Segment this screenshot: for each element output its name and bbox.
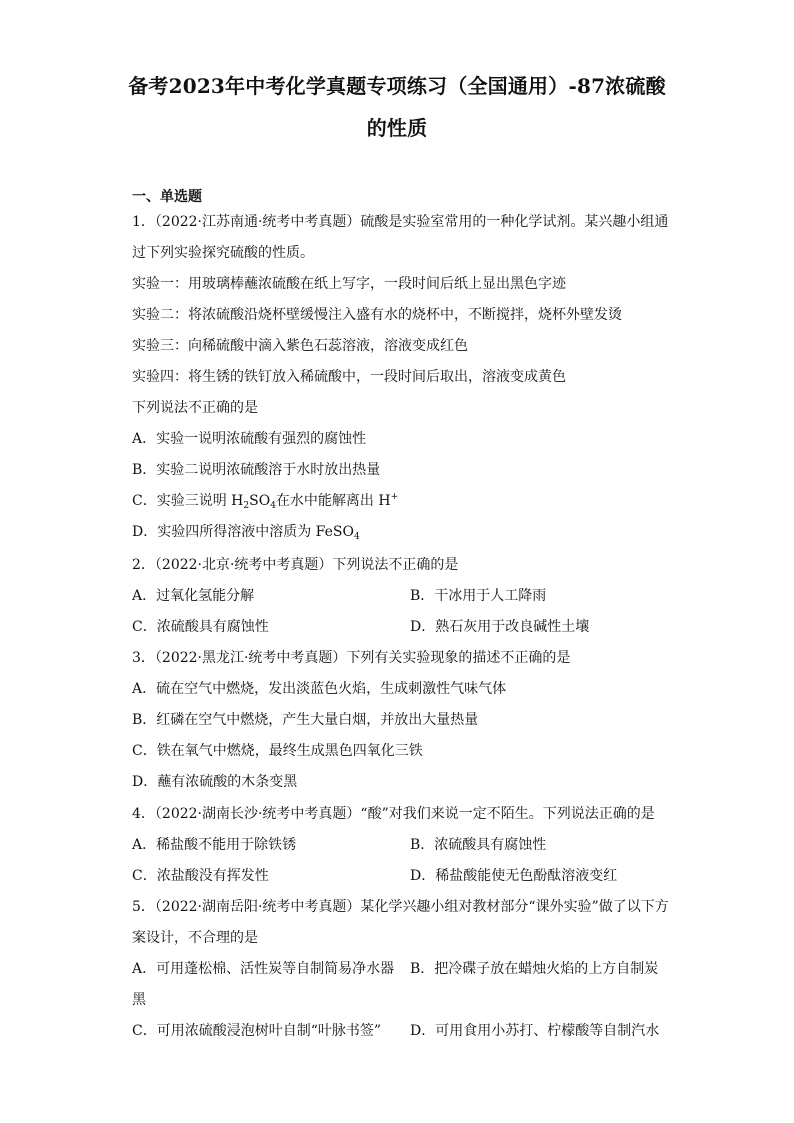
question-1-experiment-3: 实验三：向稀硫酸中滴入紫色石蕊溶液，溶液变成红色 [132, 338, 468, 354]
question-1-option-c[interactable] [132, 492, 398, 510]
question-1-stem-line-1: 1．（2022·江苏南通·统考中考真题）硫酸是实验室常用的一种化学试剂。某兴趣小组通 [132, 214, 669, 230]
question-1-experiment-1: 实验一：用玻璃棒蘸浓硫酸在纸上写字，一段时间后纸上显出黑色字迹 [132, 276, 566, 292]
question-5-stem-line-2: 案设计，不合理的是 [132, 930, 258, 946]
subscript: 4 [270, 501, 276, 511]
question-1-option-b[interactable]: B．实验二说明浓硫酸溶于水时放出热量 [132, 462, 381, 478]
question-3-stem: 3．（2022·黑龙江·统考中考真题）下列有关实验现象的描述不正确的是 [132, 650, 571, 666]
question-2-option-c[interactable]: C．浓硫酸具有腐蚀性 [132, 619, 269, 635]
subscript: 4 [353, 532, 360, 542]
question-2-stem: 2．（2022·北京·统考中考真题）下列说法不正确的是 [132, 557, 459, 573]
question-4-stem: 4．（2022·湖南长沙·统考中考真题）“酸”对我们来说一定不陌生。下列说法正确的是 [132, 806, 655, 822]
question-5-option-a[interactable]: A．可用蓬松棉、活性炭等自制简易净水器 [132, 961, 395, 977]
question-5-stem-line-1: 5．（2022·湖南岳阳·统考中考真题）某化学兴趣小组对教材部分“课外实验”做了以下方 [132, 899, 669, 915]
question-1-option-d[interactable] [132, 523, 360, 541]
question-2-option-a[interactable]: A．过氧化氢能分解 [132, 588, 255, 604]
question-4-option-a[interactable]: A．稀盐酸不能用于除铁锈 [132, 837, 297, 853]
question-4-option-c[interactable]: C．浓盐酸没有挥发性 [132, 868, 269, 884]
question-5-option-c[interactable]: C．可用浓硫酸浸泡树叶自制“叶脉书签” [132, 1023, 382, 1039]
page-title-line-1: 备考2023年中考化学真题专项练习（全国通用）-87浓硫酸 [128, 74, 666, 98]
option-c-text-2: SO [249, 493, 271, 509]
question-3-option-c[interactable]: C．铁在氧气中燃烧，最终生成黑色四氧化三铁 [132, 743, 423, 759]
question-5-option-b[interactable]: B．把冷碟子放在蜡烛火焰的上方自制炭 [410, 961, 659, 977]
page-title-line-2: 的性质 [366, 116, 428, 140]
question-1-experiment-2: 实验二：将浓硫酸沿烧杯壁缓慢注入盛有水的烧杯中，不断搅拌，烧杯外壁发烫 [132, 307, 622, 323]
question-2-option-d[interactable]: D．熟石灰用于改良碱性土壤 [410, 619, 590, 635]
subscript: 2 [243, 501, 250, 511]
option-d-text: D．实验四所得溶液中溶质为 FeSO [132, 524, 354, 540]
question-3-option-b[interactable]: B．红磷在空气中燃烧，产生大量白烟，并放出大量热量 [132, 712, 479, 728]
question-2-option-b[interactable]: B．干冰用于人工降雨 [410, 588, 547, 604]
option-c-text-1: C．实验三说明 H [132, 493, 244, 509]
question-1-option-a[interactable]: A．实验一说明浓硫酸有强烈的腐蚀性 [132, 431, 367, 447]
question-1-experiment-4: 实验四：将生锈的铁钉放入稀硫酸中，一段时间后取出，溶液变成黄色 [132, 369, 566, 385]
question-1-stem-line-2: 过下列实验探究硫酸的性质。 [132, 245, 314, 261]
question-3-option-d[interactable]: D．蘸有浓硫酸的木条变黑 [132, 774, 298, 790]
superscript: + [390, 492, 399, 502]
question-5-option-b-wrap: 黑 [132, 992, 146, 1008]
question-3-option-a[interactable]: A．硫在空气中燃烧，发出淡蓝色火焰，生成刺激性气味气体 [132, 681, 507, 697]
question-1-ask: 下列说法不正确的是 [132, 400, 258, 416]
question-5-option-d[interactable]: D．可用食用小苏打、柠檬酸等自制汽水 [410, 1023, 660, 1039]
option-c-text-3: 在水中能解离出 H [275, 493, 391, 509]
section-heading: 一、单选题 [132, 189, 202, 205]
question-4-option-b[interactable]: B．浓硫酸具有腐蚀性 [410, 837, 547, 853]
question-4-option-d[interactable]: D．稀盐酸能使无色酚酞溶液变红 [410, 868, 618, 884]
